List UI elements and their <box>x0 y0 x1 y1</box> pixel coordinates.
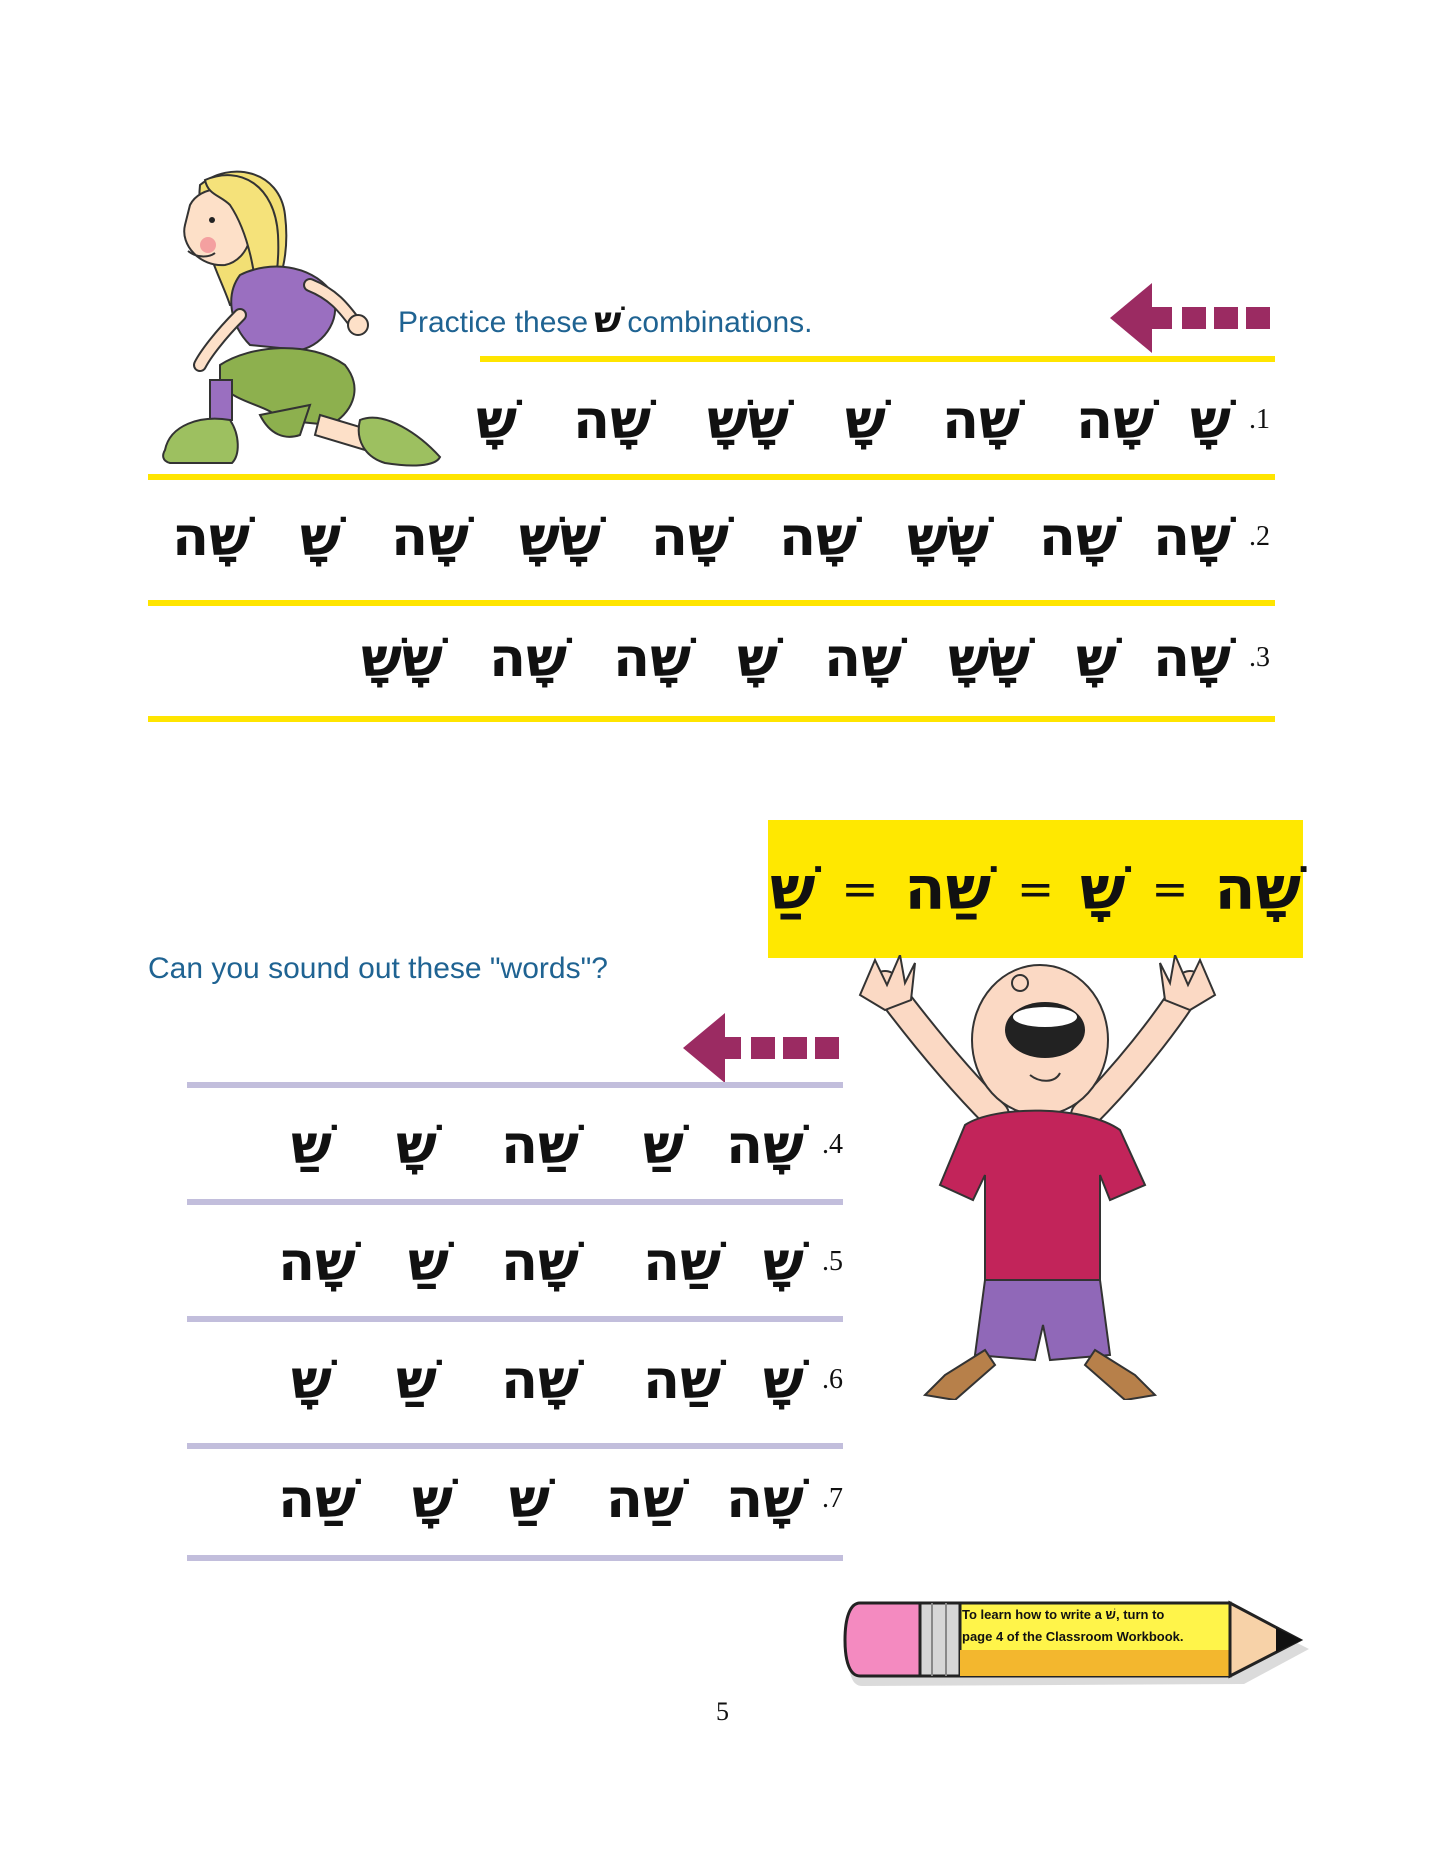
hebrew-word: שָׁה <box>650 505 729 568</box>
hebrew-word: שַׁ <box>643 1113 684 1176</box>
word-row-6 <box>243 1345 843 1415</box>
hebrew-word: שַׁ <box>396 1348 437 1411</box>
hebrew-word: שָׁ <box>291 1348 332 1411</box>
hebrew-word: שָׁה <box>613 626 692 689</box>
row-number: .5 <box>822 1246 843 1277</box>
hebrew-word: שָׁה <box>500 1230 579 1293</box>
hebrew-word: שָׁשָׁ <box>948 626 1030 689</box>
left-arrow-icon <box>1110 283 1270 353</box>
hebrew-word: שָׁה <box>171 505 250 568</box>
hebrew-word: שָׁשָׁ <box>519 505 601 568</box>
instruction-text-before: Practice these <box>398 306 589 339</box>
row-number: .4 <box>822 1129 843 1160</box>
hebrew-word: שַׁ <box>291 1113 332 1176</box>
hebrew-word: שָׁשָׁ <box>707 388 789 451</box>
word-row-5 <box>243 1227 843 1297</box>
hebrew-word: שָׁה <box>489 626 568 689</box>
row-number: .2 <box>1249 521 1270 552</box>
hebrew-word: שָׁ <box>476 388 518 451</box>
practice-row-2 <box>170 502 1270 572</box>
page-number: 5 <box>716 1697 729 1726</box>
hebrew-word: שָׁה <box>500 1348 579 1411</box>
hebrew-word: שַׁה <box>643 1230 722 1293</box>
hebrew-word: שָׁ <box>763 1230 804 1293</box>
word-row-7 <box>243 1464 843 1534</box>
practice-row-1 <box>470 385 1270 455</box>
equation-term: שַׁ <box>769 854 816 924</box>
rule-line <box>187 1443 843 1449</box>
hebrew-word: שָׁשָׁ <box>361 626 443 689</box>
row-number: .6 <box>822 1364 843 1395</box>
shin-letter: שׁ <box>594 300 622 341</box>
rule-line <box>148 600 1275 606</box>
rule-line <box>187 1199 843 1205</box>
equals-sign: = <box>1017 863 1054 915</box>
hebrew-word: שָׁ <box>300 505 341 568</box>
hebrew-word: שָׁה <box>1152 505 1231 568</box>
hebrew-word: שָׁה <box>390 505 469 568</box>
rule-line <box>187 1555 843 1561</box>
row-number: .3 <box>1249 642 1270 673</box>
hebrew-word: שָׁה <box>725 1113 804 1176</box>
hebrew-word: שָׁ <box>845 388 886 451</box>
pencil-note <box>962 1604 1222 1648</box>
hebrew-word: שָׁה <box>725 1467 804 1530</box>
pencil-note-line-2: page 4 of the Classroom Workbook. <box>962 1629 1184 1644</box>
row-number: .1 <box>1249 404 1270 435</box>
rule-line <box>148 716 1275 722</box>
boy-illustration <box>845 955 1230 1400</box>
hebrew-word: שַׁ <box>408 1230 449 1293</box>
hebrew-word: שָׁ <box>763 1348 804 1411</box>
equation-term: שָׁ <box>1079 854 1126 924</box>
hebrew-word: שַׁה <box>605 1467 684 1530</box>
practice-row-3 <box>361 623 1270 693</box>
left-arrow-icon <box>683 1013 839 1083</box>
equation-term: שַׁה <box>904 854 992 924</box>
equals-sign: = <box>841 863 879 915</box>
hebrew-word: שָׁה <box>1038 505 1117 568</box>
practice-instruction <box>398 300 813 341</box>
hebrew-word: שָׁ <box>1190 388 1231 451</box>
equation-term: שָׁה <box>1214 854 1302 924</box>
rule-line <box>480 356 1275 362</box>
hebrew-word: שָׁה <box>778 505 857 568</box>
hebrew-word: שָׁה <box>1152 626 1231 689</box>
hebrew-word: שָׁה <box>941 388 1020 451</box>
hebrew-word: שָׁה <box>573 388 652 451</box>
instruction-text-after: combinations. <box>627 306 813 339</box>
rule-line <box>187 1316 843 1322</box>
hebrew-word: שַׁ <box>508 1467 550 1530</box>
hebrew-word: שַׁה <box>277 1467 356 1530</box>
hebrew-word: שַׁה <box>500 1113 579 1176</box>
hebrew-word: שַׁה <box>643 1348 722 1411</box>
hebrew-word: שָׁ <box>412 1467 453 1530</box>
rule-line <box>148 474 1275 480</box>
hebrew-word: שָׁה <box>277 1230 356 1293</box>
equals-sign: = <box>1151 863 1189 915</box>
hebrew-word: שָׁה <box>1076 388 1155 451</box>
row-number: .7 <box>822 1483 843 1514</box>
sound-out-instruction: Can you sound out these "words"? <box>148 952 608 985</box>
rule-line <box>187 1082 843 1088</box>
hebrew-word: שָׁ <box>737 626 779 689</box>
hebrew-word: שָׁ <box>1076 626 1117 689</box>
hebrew-word: שָׁה <box>824 626 903 689</box>
pencil-note-line-1: To learn how to write a שׁ, turn to <box>962 1607 1165 1622</box>
hebrew-word: שָׁשָׁ <box>907 505 989 568</box>
hebrew-word: שָׁ <box>396 1113 437 1176</box>
vowel-equation-box <box>768 820 1303 958</box>
word-row-4 <box>243 1110 843 1180</box>
